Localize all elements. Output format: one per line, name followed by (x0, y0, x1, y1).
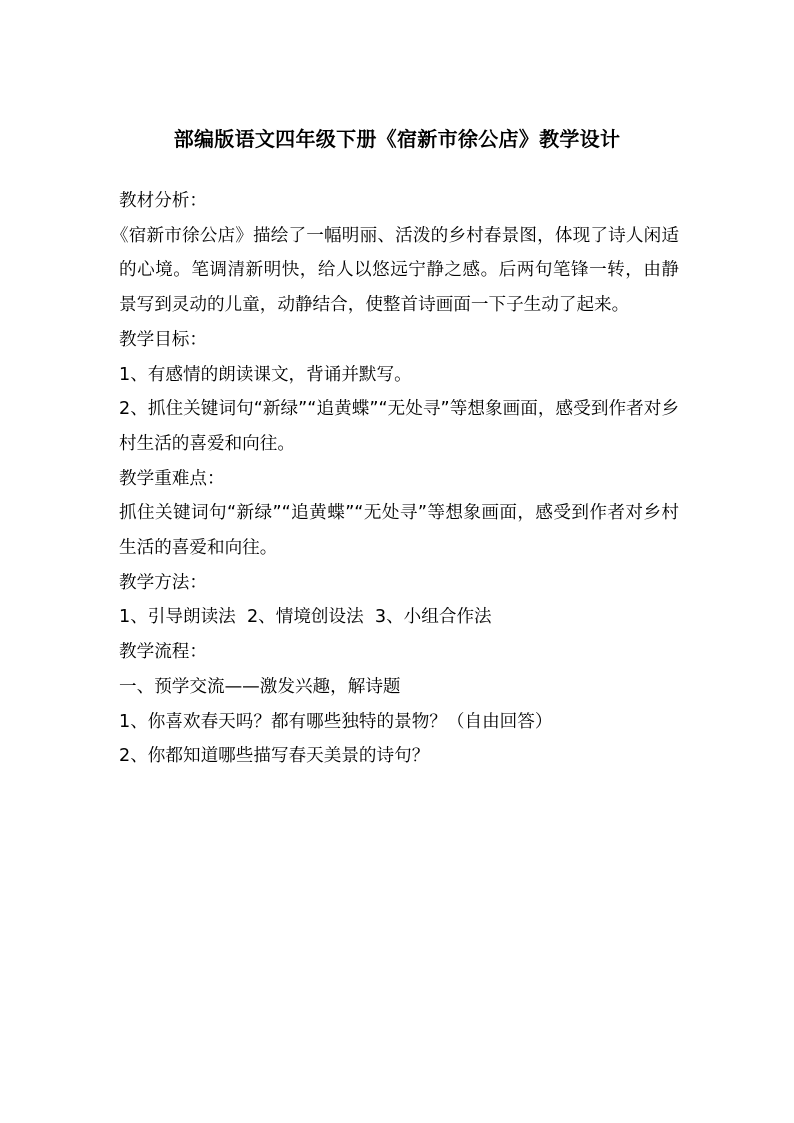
paragraph-teaching-methods: 1、引导朗读法 2、情境创设法 3、小组合作法 (119, 607, 492, 628)
paragraph-textbook-analysis: 《宿新市徐公店》描绘了一幅明丽、活泼的乡村春景图，体现了诗人闲适的心境。笔调清新明快，给人以悠远宁静之感。后两句笔锋一转，由静景写到灵动的儿童，动静结合，使整首诗画面一下子生动了起来。 (111, 225, 679, 316)
paragraph-key-points: 抓住关键词句“新绿”“追黄蝶”“无处寻”等想象画面，感受到作者对乡村生活的喜爱和向往。 (119, 503, 679, 559)
heading-key-points: 教学重难点： (119, 468, 225, 489)
document-body (111, 184, 679, 774)
goal-item-1: 1、有感情的朗读课文，背诵并默写。 (119, 364, 412, 385)
heading-teaching-methods: 教学方法： (119, 572, 207, 593)
heading-textbook-analysis: 教材分析： (119, 191, 207, 211)
heading-teaching-goals: 教学目标： (119, 329, 207, 350)
goal-item-2: 2、抓住关键词句“新绿”“追黄蝶”“无处寻”等想象画面，感受到作者对乡村生活的喜爱和向往。 (119, 399, 679, 454)
document-title: 部编版语文四年级下册《宿新市徐公店》教学设计 (173, 127, 621, 151)
heading-teaching-process: 教学流程： (119, 642, 207, 663)
process-question-2: 2、你都知道哪些描写春天美景的诗句？ (119, 746, 430, 767)
process-question-1: 1、你喜欢春天吗？都有哪些独特的景物？（自由回答） (119, 711, 553, 732)
process-section-1: 一、预学交流——激发兴趣，解诗题 (119, 676, 401, 697)
